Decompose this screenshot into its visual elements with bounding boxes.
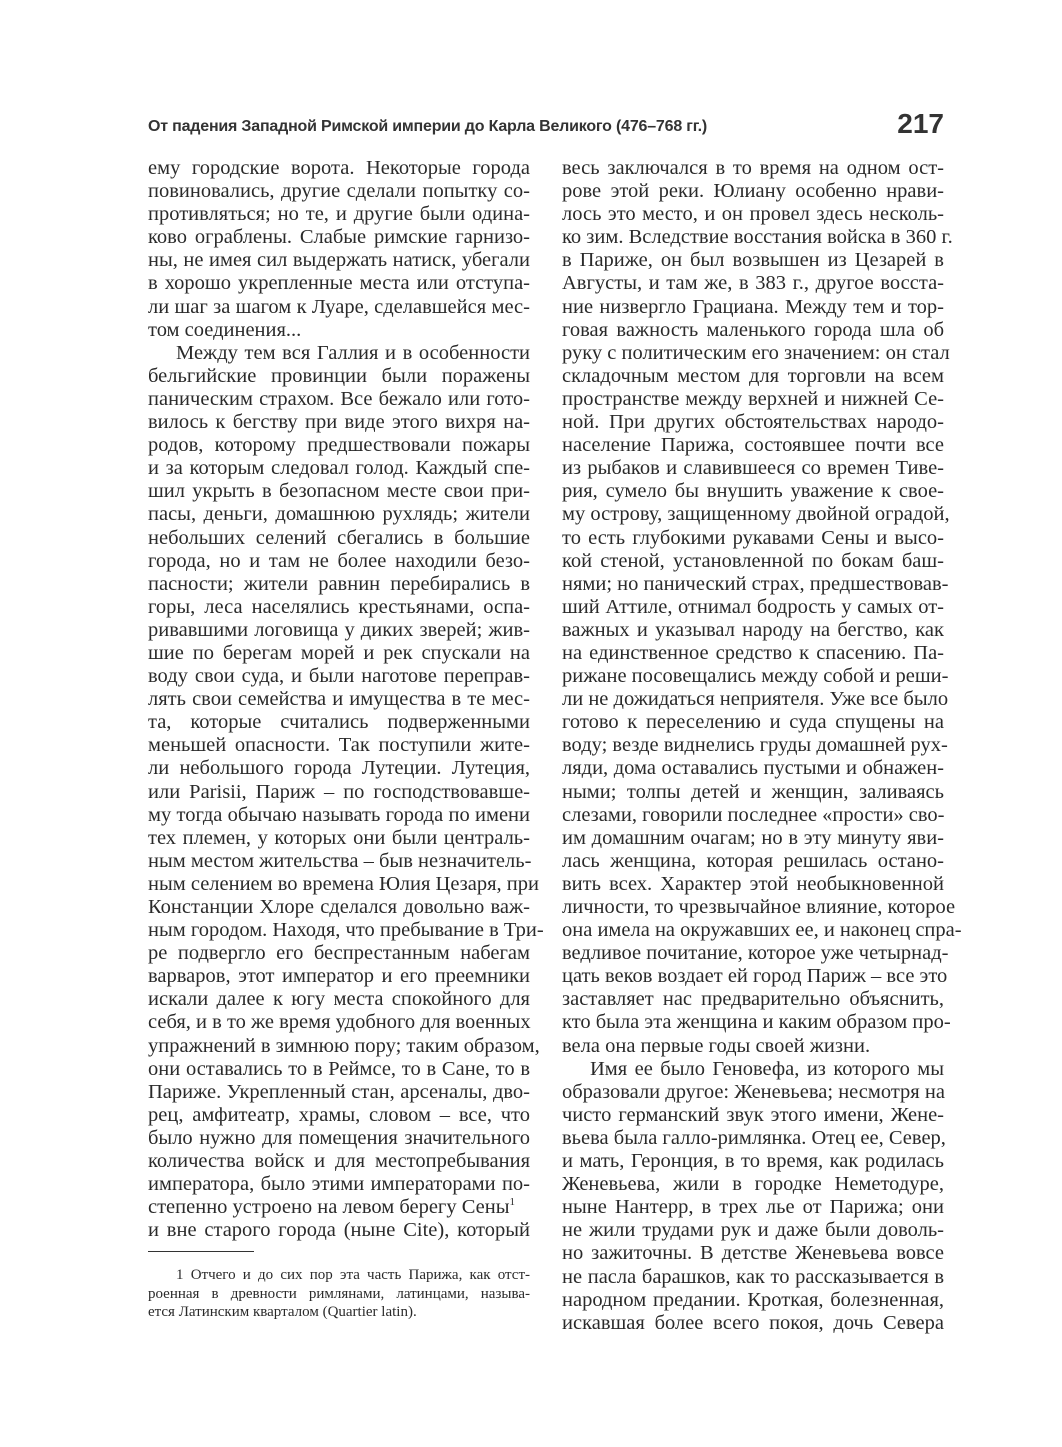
text-line: вилось к бегству при виде этого вихря на- — [148, 411, 530, 434]
text-line: ным городом. Находя, что пребывание в Три- — [148, 919, 544, 942]
text-line: и мать, Геронция, в то время, как родилась — [562, 1150, 944, 1173]
text-line: но зажиточны. В детстве Женевьева вовсе — [562, 1242, 944, 1265]
text-line: чисто германский звук этого имени, Жене- — [562, 1103, 944, 1126]
text-line: ляди, дома оставались пустыми и обнажен- — [562, 757, 944, 780]
text-line: в Париже, он был возвышен из Цезарей в — [562, 249, 944, 272]
text-line: ли не дожидаться неприятеля. Уже все было — [562, 688, 949, 711]
footnote-line: роенная в древности римлянами, латинцами, называ- — [148, 1285, 530, 1302]
text-line: тех племен, у которых они были централь- — [148, 826, 530, 849]
text-line: ным местом жительства – быв незначитель- — [148, 849, 532, 872]
text-line: они оставались то в Реймсе, то в Сане, то в — [148, 1057, 530, 1080]
text-line: паническим страхом. Все бежало или гото- — [148, 387, 530, 410]
footnote — [148, 1266, 530, 1322]
text-line: ему городские ворота. Некоторые города — [148, 157, 530, 179]
text-line: рия, сумело бы внушить уважение к свое- — [562, 480, 944, 503]
text-line: себя, и в то же время удобного для военных — [148, 1011, 531, 1034]
text-line: количества войск и для местопребывания — [148, 1150, 530, 1173]
text-line: весь заключался в то время на одном ост- — [562, 157, 944, 179]
text-line: кой стеной, установленной по бокам баш- — [562, 549, 944, 572]
text-line: ной. При других обстоятельствах народо- — [562, 411, 944, 434]
text-line: императора, было этими императорами по- — [148, 1173, 530, 1196]
text-line: нями; но панический страх, предшествовав- — [562, 572, 949, 595]
text-line: ны, не имея сил выдержать натиск, убегали — [148, 249, 530, 272]
text-line: лась женщина, которая решилась остано- — [562, 849, 944, 872]
text-line: ре подвергло его беспрестанным набегам — [148, 942, 530, 965]
text-line: и за которым следовал голод. Каждый спе- — [148, 457, 530, 480]
text-line: му острову, защищенному двойной оградой, — [562, 503, 950, 526]
text-line: степенно устроено на левом берегу Сены — [148, 1196, 510, 1219]
text-line: города, но и там не более находили безо- — [148, 549, 530, 572]
text-line: бельгийские провинции были поражены — [148, 364, 530, 387]
footnote-marker: 1 — [509, 1196, 515, 1209]
text-line: из рыбаков и славившееся со времен Тиве- — [562, 457, 944, 480]
text-line: население Парижа, состоявшее почти все — [562, 434, 944, 457]
text-line: му тогда обычаю называть города по имени — [148, 803, 530, 826]
text-line: складочным местом для торговли на всем — [562, 364, 944, 387]
text-line: заставляет нас предварительно объяснить, — [562, 988, 944, 1011]
text-line: важных и указывал народу на бегство, как — [562, 618, 944, 641]
text-line: лось это место, и он провел здесь несколь- — [562, 203, 944, 226]
text-line-with-footnote — [148, 1196, 530, 1219]
text-line: искали далее к югу места спокойного для — [148, 988, 530, 1011]
text-line: в хорошо укрепленные места или отступа- — [148, 272, 530, 295]
text-line: ведливое почитание, которое уже четырнад- — [562, 942, 949, 965]
text-line: пасы, деньги, домашнюю рухлядь; жители — [148, 503, 530, 526]
text-line: искавшая более всего покоя, дочь Севера — [562, 1311, 944, 1334]
text-line: народном предании. Кроткая, болезненная, — [562, 1288, 944, 1311]
text-line: кто была эта женщина и каким образом про- — [562, 1011, 951, 1034]
text-line: Имя ее было Геновефа, из которого мы — [590, 1057, 944, 1080]
text-line: пасности; жители равнин перебирались в — [148, 572, 530, 595]
text-line: готово к переселению и суда спущены на — [562, 711, 944, 734]
text-line: она имела на окружавших ее, и наконец спра- — [562, 919, 962, 942]
text-line: и вне старого города (ныне Cite), который — [148, 1219, 530, 1242]
text-line: Париже. Укрепленный стан, арсеналы, дво- — [148, 1080, 530, 1103]
text-line: личности, то чрезвычайное влияние, которое — [562, 896, 956, 918]
text-line: воду свои суда, и были наготове переправ- — [148, 665, 530, 688]
text-line: ший Аттиле, отнимал бодрость у самых от- — [562, 595, 944, 618]
text-line: небольших селений сбегались в большие — [148, 526, 530, 549]
text-line: слезами, говорили последнее «прости» сво- — [562, 803, 945, 826]
text-line: образовали другое: Женевьева; несмотря на — [562, 1080, 945, 1103]
text-line: или Parisii, Париж – по господствовавше- — [148, 780, 530, 803]
text-line: варваров, этот император и его преемники — [148, 965, 530, 988]
text-line: вела она первые годы своей жизни. — [562, 1034, 871, 1057]
page-number: 217 — [897, 108, 944, 139]
left-column — [148, 157, 544, 1242]
text-line: руку с политическим его значением: он стал — [562, 341, 950, 364]
text-line: то есть глубокими рукавами Сены и высо- — [562, 526, 944, 549]
text-line: шил укрыть в безопасном месте свои при- — [148, 480, 530, 503]
text-line: не жили трудами рук и даже были доволь- — [562, 1219, 944, 1242]
text-line: пространстве между верхней и нижней Се- — [562, 387, 944, 410]
text-line: не пасла барашков, как то рассказывается в — [562, 1265, 944, 1288]
text-line: на единственное средство к спасению. Па- — [562, 641, 944, 664]
text-line: говая важность маленького города шла об — [562, 318, 944, 341]
text-line: Августы, и там же, в 383 г., другое восста- — [562, 272, 944, 295]
text-line: Между тем вся Галлия и в особенности — [176, 341, 530, 364]
footnote-line: 1 Отчего и до сих пор эта часть Парижа, как отст- — [176, 1267, 530, 1283]
text-line: вить всех. Характер этой необыкновенной — [562, 872, 944, 895]
text-line: рец, амфитеатр, храмы, словом – все, что — [148, 1103, 530, 1126]
text-line: повиновались, другие сделали попытку со- — [148, 180, 530, 203]
text-line: рове этой реки. Юлиану особенно нрави- — [562, 180, 944, 203]
text-line: цать веков воздает ей город Париж – все это — [562, 965, 948, 988]
text-line: ние низвергло Грациана. Между тем и тор- — [562, 295, 944, 318]
text-line: ными; толпы детей и женщин, заливаясь — [562, 780, 944, 803]
text-line: ли шаг за шагом к Луаре, сделавшейся мес- — [148, 295, 530, 318]
running-header — [148, 108, 944, 148]
text-line: упражнений в зимнюю пору; таким образом, — [148, 1034, 540, 1057]
text-line: меньшей опасности. Так поступили жите- — [148, 734, 530, 757]
text-line: ко зим. Вследствие восстания войска в 360 г. — [562, 226, 953, 249]
text-line: том соединения... — [148, 318, 302, 341]
footnote-line: ется Латинским кварталом (Quartier latin). — [148, 1304, 417, 1320]
text-line: та, которые считались подверженными — [148, 711, 530, 734]
text-line: ривавшими логовища у диких зверей; жив- — [148, 618, 530, 641]
text-line: вьева была галло-римлянка. Отец ее, Север, — [562, 1126, 946, 1149]
text-line: родов, которому предшествовали пожары — [148, 434, 530, 457]
text-line: Констанции Хлоре сделался довольно важ- — [148, 896, 530, 918]
right-column — [562, 157, 962, 1335]
text-line: воду; везде виднелись груды домашней рух- — [562, 734, 948, 757]
text-line: Женевьева, жили в городке Неметодуре, — [562, 1173, 944, 1196]
text-line: ково ограблены. Слабые римские гарнизо- — [148, 226, 530, 249]
running-title: От падения Западной Римской империи до Карла Великого (476–768 гг.) — [148, 118, 707, 135]
text-line: горы, леса населялись крестьянами, оспа- — [148, 595, 530, 618]
text-line: противляться; но те, и другие были одина- — [148, 203, 530, 226]
text-line: шие по берегам морей и рек спускали на — [148, 641, 530, 664]
text-line: ли небольшого города Лутеции. Лутеция, — [148, 757, 530, 780]
text-line: было нужно для помещения значительного — [148, 1126, 530, 1149]
text-line: рижане посовещались между собой и реши- — [562, 665, 949, 688]
footnote-divider — [148, 1251, 254, 1252]
text-line: им домашним очагам; но в эту минуту яви- — [562, 826, 944, 849]
text-line: ныне Нантерр, в трех лье от Парижа; они — [562, 1196, 944, 1219]
text-line: ным селением во времена Юлия Цезаря, при — [148, 872, 539, 895]
text-line: лять свои семейства и имущества в те мес- — [148, 688, 530, 711]
